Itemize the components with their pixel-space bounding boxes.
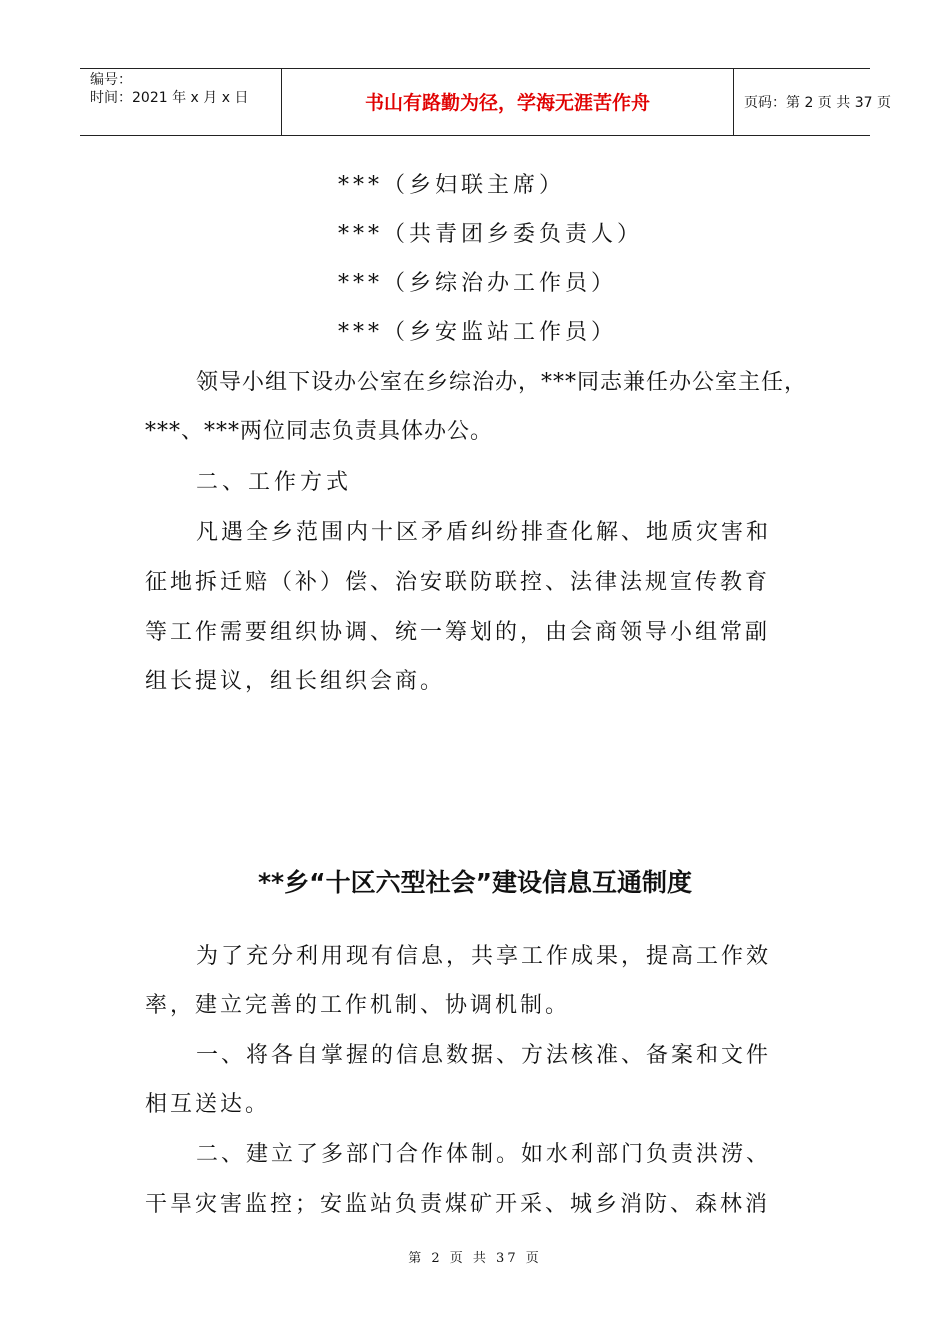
office-paragraph-line: ***、***两位同志负责具体办公。 xyxy=(145,419,494,444)
document-title: **乡“十区六型社会”建设信息互通制度 xyxy=(257,868,692,897)
member-line: ***（乡综治办工作员） xyxy=(338,271,618,296)
paragraph-line: 二、建立了多部门合作体制。如水利部门负责洪涝、 xyxy=(196,1142,772,1167)
document-time-label: 时间：2021 年 x 月 x 日 xyxy=(90,90,249,106)
paragraph-line: 组长提议，组长组织会商。 xyxy=(145,669,446,694)
paragraph-line: 一、将各自掌握的信息数据、方法核准、备案和文件 xyxy=(196,1043,772,1068)
member-line: ***（乡妇联主席） xyxy=(338,173,566,198)
header-page-cell xyxy=(734,69,891,135)
page-header xyxy=(80,68,891,136)
paragraph-line: 征地拆迁赔（补）偿、治安联防联控、法律法规宣传教育 xyxy=(145,570,771,595)
office-paragraph-line: 领导小组下设办公室在乡综治办，***同志兼任办公室主任， xyxy=(196,370,808,395)
header-motto-cell xyxy=(282,69,734,135)
paragraph-line: 凡遇全乡范围内十区矛盾纠纷排查化解、地质灾害和 xyxy=(196,520,772,545)
section-heading: 二、工作方式 xyxy=(196,470,353,495)
paragraph-line: 率，建立完善的工作机制、协调机制。 xyxy=(145,993,571,1018)
page-footer: 第 2 页 共 37 页 xyxy=(408,1251,542,1266)
header-meta xyxy=(80,69,282,135)
header-page-info: 页码：第 2 页 共 37 页 xyxy=(744,95,891,111)
member-line: ***（共青团乡委负责人） xyxy=(338,222,644,247)
paragraph-line: 等工作需要组织协调、统一筹划的，由会商领导小组常副 xyxy=(145,620,771,645)
paragraph-line: 为了充分利用现有信息，共享工作成果，提高工作效 xyxy=(196,944,772,969)
document-number-label: 编号： xyxy=(90,72,132,88)
member-line: ***（乡安监站工作员） xyxy=(338,320,618,345)
header-motto: 书山有路勤为径，学海无涯苦作舟 xyxy=(364,92,650,114)
paragraph-line: 干旱灾害监控；安监站负责煤矿开采、城乡消防、森林消 xyxy=(145,1192,771,1217)
paragraph-line: 相互送达。 xyxy=(145,1092,271,1117)
